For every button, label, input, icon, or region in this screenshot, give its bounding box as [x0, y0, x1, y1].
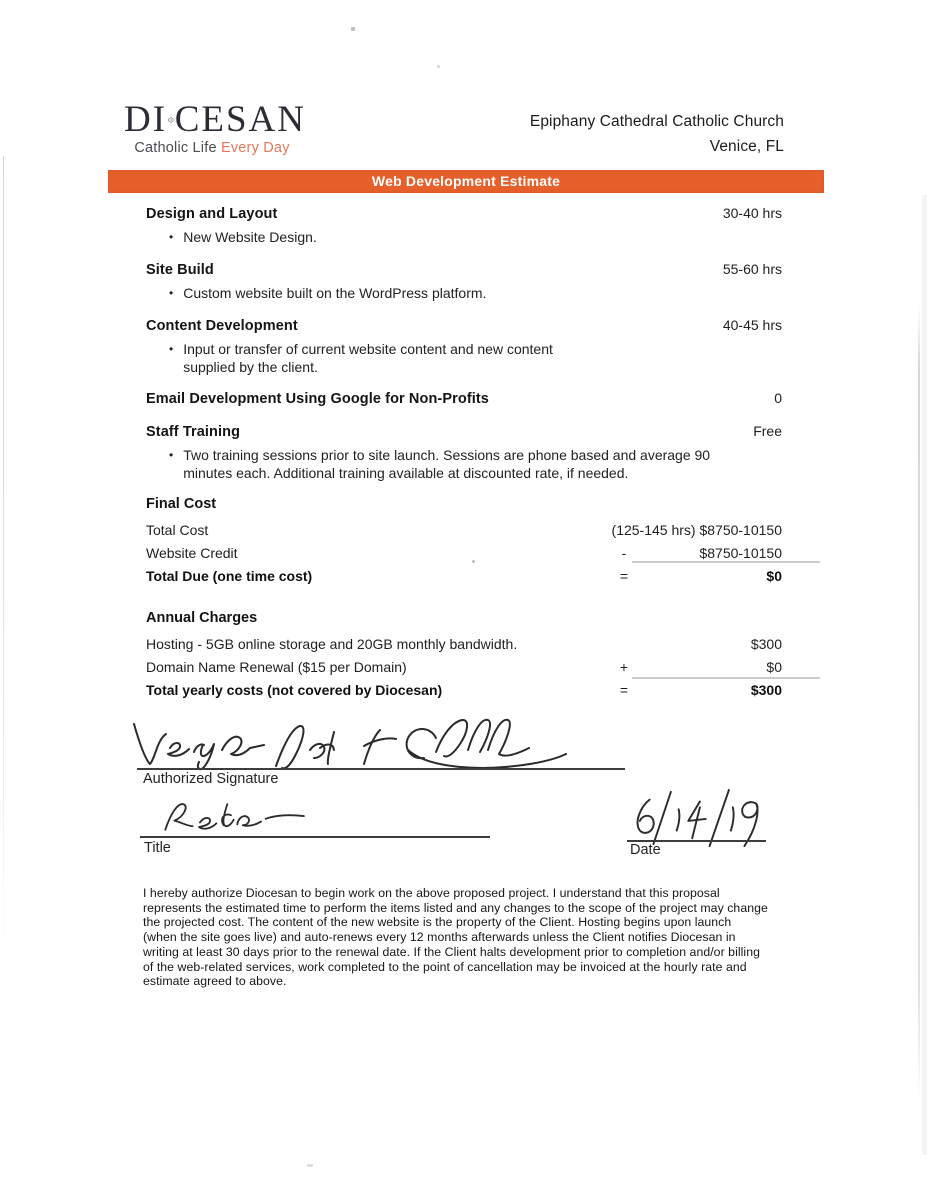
title-line: [140, 836, 490, 838]
legal-line: writing at least 30 days prior to the renewal date. If the Client halts development prior to completion and/or billing: [143, 944, 760, 959]
list-item: • New Website Design.: [169, 229, 317, 245]
section-content-development: [146, 317, 782, 376]
bullet-icon: •: [169, 342, 174, 356]
scan-speck: [307, 1164, 313, 1167]
section-design-and-layout: [146, 205, 782, 247]
section-hours: 55-60 hrs: [722, 261, 782, 277]
subtotal-underline: [632, 677, 820, 679]
table-row: [146, 519, 820, 542]
legal-line: the projected cost. The content of the new website is the property of the Client. Hosting begins upon launch: [143, 915, 732, 930]
logo-wordmark: [124, 101, 306, 139]
section-site-build: [146, 261, 782, 303]
list-item: • Input or transfer of current website content and new content supplied by the client.: [169, 341, 553, 375]
list-item: • Two training sessions prior to site launch. Sessions are phone based and average 90 minutes each. Additional training available at discounted rate, if needed.: [169, 447, 711, 481]
logo-wordmark-left: DI: [124, 99, 168, 140]
row-label: Total yearly costs (not covered by Diocesan): [146, 682, 443, 698]
client-name: Epiphany Cathedral Catholic Church: [529, 113, 784, 130]
section-title: Staff Training: [146, 424, 241, 440]
table-row: [146, 656, 820, 679]
section-email-development: [146, 390, 782, 407]
date-label: Date: [630, 842, 661, 858]
title-handwriting-rector: [158, 795, 313, 839]
row-value: $8750-10150: [699, 545, 782, 561]
tagline-main: Catholic Life: [134, 140, 217, 156]
logo-wordmark-right: CESAN: [174, 99, 306, 140]
annual-charges-heading: Annual Charges: [146, 610, 258, 626]
date-handwriting: [624, 788, 770, 848]
row-value: $300: [750, 682, 782, 698]
document-title-banner: [108, 170, 824, 193]
client-location: Venice, FL: [709, 137, 784, 155]
scan-artifact-left-line: [3, 156, 4, 966]
table-row-total: [146, 565, 820, 588]
row-operator: =: [619, 682, 629, 698]
legal-line: (when the site goes live) and auto-renews every 12 months afterwards unless the Client notifies Diocesan in: [143, 930, 736, 945]
authorized-signature-label: Authorized Signature: [143, 771, 279, 787]
bullet-icon: •: [169, 286, 174, 300]
tagline-accent: Every Day: [220, 140, 290, 156]
section-title: Site Build: [146, 262, 214, 278]
row-value: $0: [766, 568, 782, 584]
legal-line: estimate agreed to above.: [143, 974, 287, 989]
annual-charges-table: [146, 610, 820, 702]
row-label: Total Cost: [146, 522, 209, 538]
section-title: Email Development Using Google for Non-Profits: [146, 391, 489, 407]
section-hours: 40-45 hrs: [722, 317, 782, 333]
section-title: Content Development: [146, 318, 298, 334]
row-value: $0: [766, 659, 782, 675]
final-cost-table: [146, 496, 820, 588]
row-operator: =: [619, 568, 629, 584]
page-title: Web Development Estimate: [371, 173, 561, 189]
row-operator: -: [621, 545, 627, 561]
legal-line: of the web-related services, work completed to the point of cancellation may be invoiced at the hourly rate and: [143, 959, 747, 974]
row-label: Total Due (one time cost): [146, 568, 313, 584]
scan-speck: [351, 27, 355, 31]
section-hours: 30-40 hrs: [722, 205, 782, 221]
section-hours: 0: [774, 390, 782, 406]
subtotal-underline: [632, 561, 820, 563]
row-value: $300: [750, 636, 782, 652]
title-label: Title: [144, 840, 171, 856]
logo-tagline: [124, 140, 300, 156]
bullet-icon: •: [169, 230, 174, 244]
table-row-total: [146, 679, 820, 702]
final-cost-heading: Final Cost: [146, 496, 217, 512]
client-header: [530, 110, 784, 159]
scan-speck: [437, 65, 440, 68]
list-item: • Custom website built on the WordPress platform.: [169, 285, 487, 301]
bullet-icon: •: [169, 448, 174, 462]
scan-artifact-right-line: [918, 305, 920, 1105]
logo-o-cross-icon: [168, 105, 174, 135]
row-label: Website Credit: [146, 545, 238, 561]
legal-paragraph: [143, 886, 803, 989]
section-staff-training: [146, 423, 782, 482]
table-row: [146, 633, 820, 656]
legal-line: I hereby authorize Diocesan to begin work on the above proposed project. I understand that this proposal: [143, 886, 720, 900]
legal-line: represents the estimated time to perform the items listed and any changes to the scope of the project may change: [143, 900, 768, 915]
section-hours: Free: [753, 423, 782, 439]
row-value: (125-145 hrs) $8750-10150: [611, 522, 782, 538]
row-operator: +: [619, 659, 629, 675]
authorized-signature-handwriting: [126, 712, 571, 774]
row-label: Domain Name Renewal ($15 per Domain): [146, 659, 407, 675]
signature-line: [137, 768, 625, 770]
scan-artifact-right-band: [922, 195, 927, 1155]
diocesan-logo: [124, 101, 306, 156]
row-label: Hosting - 5GB online storage and 20GB monthly bandwidth.: [146, 636, 518, 652]
section-title: Design and Layout: [146, 206, 278, 222]
